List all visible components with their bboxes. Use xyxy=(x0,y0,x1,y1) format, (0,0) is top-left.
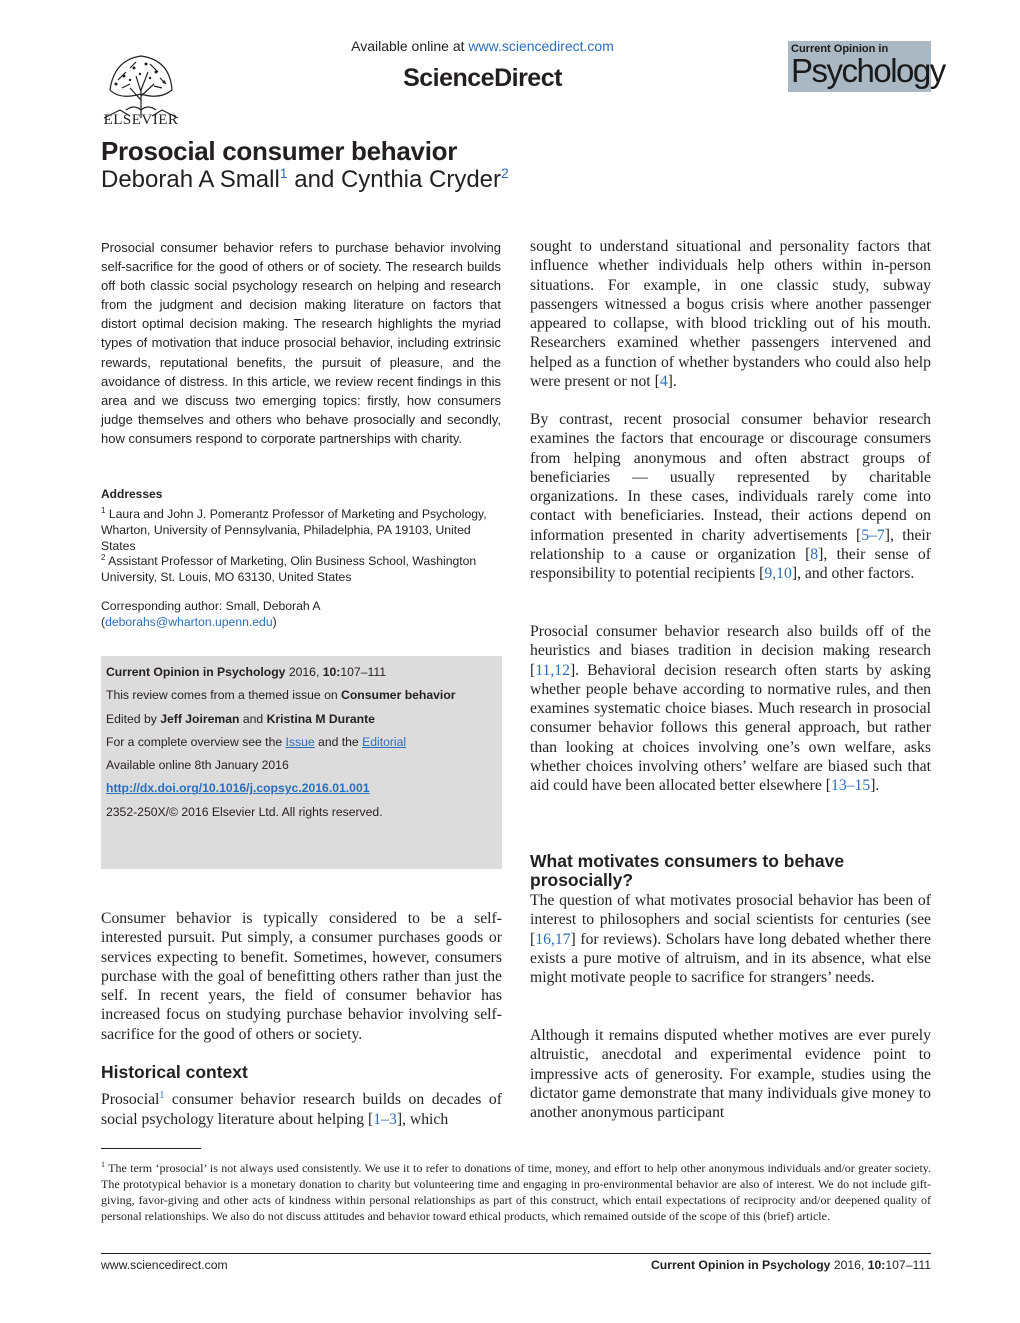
journal-badge-line1: Current Opinion in xyxy=(791,43,889,55)
body-paragraph xyxy=(530,891,931,987)
reference-link[interactable]: 8 xyxy=(810,546,819,564)
available-prefix: Available online at xyxy=(351,38,469,54)
journal-badge-line2: Psychology xyxy=(791,52,945,89)
body-paragraph xyxy=(530,237,931,391)
edited-prefix: Edited by xyxy=(106,711,161,726)
text-span: ], and other factors. xyxy=(791,565,915,583)
address-marker: 1 xyxy=(101,506,106,515)
footer-divider xyxy=(101,1253,931,1254)
reference-link[interactable]: 11,12 xyxy=(535,661,570,679)
body-paragraph: Although it remains disputed whether motives are ever purely altruistic, anecdotal and experimental evidence point to impressive acts of generosity. For example, studies using the dictator game demonstrate that many individuals give money to another anonymous participant xyxy=(530,1027,931,1122)
pages: 107–111 xyxy=(340,665,386,679)
text-span: ]. xyxy=(667,373,677,391)
affiliation-link[interactable]: 1 xyxy=(279,165,288,181)
addresses-heading: Addresses xyxy=(101,487,163,501)
email-link[interactable]: deborahs@wharton.upenn.edu xyxy=(105,615,273,629)
year: 2016, xyxy=(285,665,323,679)
overview-prefix: For a complete overview see the xyxy=(106,734,286,749)
footnote-text: The term ‘prosocial’ is not always used consistently. We use it to refer to donations of time, money, and effort to help other anonymous individuals and/or greater society. The prototypical behavior is a monetary donation to charity but volunteering time and engaging in pro-environmental behavior are also of interest. We do not include gift-giving, favor-giving and other acts of kindness within personal relationships as part of this construct, which entail expectations of reciprocity and/or deepened quality of personal relationships. We also do not discuss attitudes and behavior toward ethical products, which remained outside of the scope of this (brief) article. xyxy=(101,1161,931,1223)
author-join: and xyxy=(287,166,341,193)
address-1 xyxy=(101,503,506,554)
doi-link[interactable]: http://dx.doi.org/10.1016/j.copsyc.2016.01.001 xyxy=(106,781,370,796)
text-span: ], their sense of responsibility to potential recipients [ xyxy=(530,546,931,583)
copyright: 2352-250X/© 2016 Elsevier Ltd. All rights reserved. xyxy=(106,804,383,819)
footer-citation xyxy=(651,1258,931,1272)
text-span: ], which xyxy=(396,1110,449,1128)
theme-name: Consumer behavior xyxy=(341,688,456,703)
text-span: ], their relationship to a cause or organization [ xyxy=(530,526,931,564)
intro-paragraph: Consumer behavior is typically considered to be a self-interested pursuit. Put simply, a consumer purchases goods or services expecting to benefit. Sometimes, however, consumers purchase with the goal of benefitting others rather than just the self. In recent years, the field of consumer behavior has increased focus on studying purchase behavior involving self-sacrifice for the good of others or society. xyxy=(101,910,502,1043)
publisher-name: ELSEVIER xyxy=(103,112,179,128)
author-name: Deborah A Small xyxy=(101,166,280,193)
editor-name: Kristina M Durante xyxy=(266,711,375,726)
theme-line xyxy=(106,684,497,707)
journal-name: Current Opinion in Psychology xyxy=(651,1258,831,1272)
editor-name: Jeff Joireman xyxy=(160,711,240,726)
author-name: Cynthia Cryder xyxy=(340,166,502,193)
journal-name: Current Opinion in Psychology xyxy=(106,665,286,679)
text-span: Prosocial xyxy=(101,1091,160,1109)
reference-link[interactable]: 5–7 xyxy=(861,526,885,544)
text-span: ] for reviews). Scholars have long debated whether there exists a pure motive of altruism, and in its absence, what else might motivate people to sacrifice for strangers’ needs. xyxy=(530,930,931,987)
paren: ( xyxy=(101,615,106,629)
author-list xyxy=(101,166,509,194)
text-span: The question of what motivates prosocial behavior has been of interest to philosophers and social scientists for centuries (see [ xyxy=(530,892,931,948)
abstract: Prosocial consumer behavior refers to purchase behavior involving self-sacrifice for the good of others or of society. The research builds off both classic social psychology research on helping and research from the judgment and decision making literature on factors that distort optimal decision making. The research highlights the myriad types of motivation that induce prosocial behavior, including extrinsic rewards, reputational benefits, the pursuit of pleasure, and the avoidance of distress. In this article, we review recent findings in this area and we discuss two emerging topics: firstly, how consumers judge themselves and others who behave prosocially and secondly, how consumers respond to corporate partnerships with charity. xyxy=(101,240,501,446)
footnote xyxy=(101,1157,931,1224)
volume: 10: xyxy=(322,665,341,679)
address-text: Laura and John J. Pomerantz Professor of Marketing and Psychology, Wharton, University of Pennsylvania, Philadelphia, PA 19103, United States xyxy=(101,507,487,554)
reference-link[interactable]: 4 xyxy=(659,373,668,391)
pages: 107–111 xyxy=(885,1258,931,1272)
available-date: Available online 8th January 2016 xyxy=(106,758,289,773)
paren: ) xyxy=(272,615,277,629)
address-2 xyxy=(101,550,506,585)
text-span: sought to understand situational and personality factors that influence whether individuals help others within in-person situations. For example, in one classic study, subway passengers witnessed a bogus crisis where another passenger appeared to collapse, with blood trickling out of his mouth. Researchers examined whether passengers intervened and helped as a function of whether bystanders who could also help were present or not [ xyxy=(530,238,931,391)
text-span: consumer behavior research builds on decades of social psychology literature about helping [ xyxy=(101,1091,502,1128)
issue-link[interactable]: Issue xyxy=(285,734,315,749)
address-text: Assistant Professor of Marketing, Olin Business School, Washington University, St. Louis, MO 63130, United States xyxy=(101,554,477,585)
affiliation-link[interactable]: 2 xyxy=(501,165,509,181)
journal-badge xyxy=(788,41,945,92)
sciencedirect-link[interactable]: www.sciencedirect.com xyxy=(468,38,614,54)
citation-line xyxy=(106,661,497,684)
footnote-link[interactable]: 1 xyxy=(159,1090,165,1101)
body-paragraph xyxy=(530,622,931,796)
editors-line xyxy=(106,708,497,731)
available-online-line xyxy=(300,38,665,54)
body-paragraph xyxy=(530,410,931,584)
volume: 10: xyxy=(867,1258,886,1272)
reference-link[interactable]: 9,10 xyxy=(764,565,792,583)
article-title: Prosocial consumer behavior xyxy=(101,136,458,166)
corresponding-author xyxy=(101,598,501,630)
reference-link[interactable]: 13–15 xyxy=(830,777,871,795)
reference-link[interactable]: 16,17 xyxy=(535,930,571,948)
footnote-divider xyxy=(101,1148,201,1149)
sciencedirect-brand: ScienceDirect xyxy=(403,64,562,92)
footer-site: www.sciencedirect.com xyxy=(101,1258,228,1272)
theme-prefix: This review comes from a themed issue on xyxy=(106,688,342,703)
editorial-link[interactable]: Editorial xyxy=(362,734,407,749)
address-marker: 2 xyxy=(101,553,106,562)
corresponding-label: Corresponding author: Small, Deborah A xyxy=(101,599,321,613)
reference-link[interactable]: 1–3 xyxy=(373,1110,397,1128)
text-span: Prosocial consumer behavior research also builds off of the heuristics and biases tradition in decision making research [ xyxy=(530,623,931,679)
article-info-box xyxy=(101,656,502,869)
overview-line xyxy=(106,731,497,754)
section-heading-historical: Historical context xyxy=(101,1062,248,1082)
year: 2016, xyxy=(830,1258,868,1272)
text-span: ]. xyxy=(870,777,880,795)
historical-paragraph xyxy=(101,1084,502,1129)
overview-and: and the xyxy=(314,734,363,749)
section-heading-motivation: What motivates consumers to behave prosocially? xyxy=(530,851,845,890)
text-span: ]. Behavioral decision research often starts by asking whether people behave according to normative rules, and then examines systematic choice biases. Much research in prosocial consumer behavior follows this general approach, but rather than looking at choices involving one’s own welfare, asks whether choices involving others’ welfare are biased such that aid could have been allocated better elsewhere [ xyxy=(530,661,931,795)
text-span: By contrast, recent prosocial consumer behavior research examines the factors that encourage or discourage consumers from helping anonymous and often abstract groups of beneficiaries — usually represented by charitable organizations. In these cases, individuals rarely come into contact with beneficiaries. Instead, their actions depend on information presented in charity advertisements [ xyxy=(530,411,931,544)
footnote-marker: 1 xyxy=(101,1160,105,1169)
edited-and: and xyxy=(239,711,267,726)
